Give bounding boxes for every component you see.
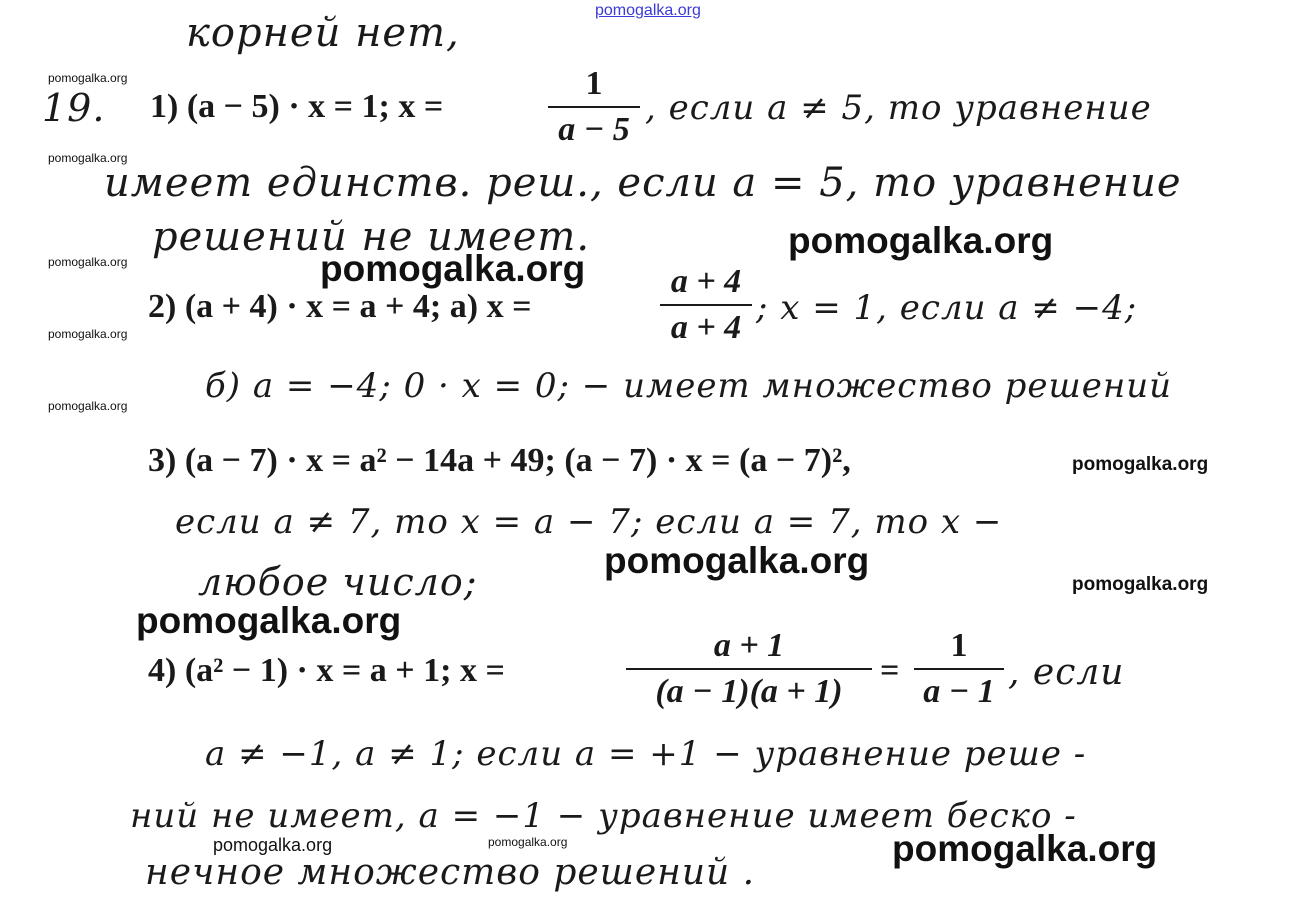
fraction-numerator: 1 [585,65,603,102]
fraction-denominator: a − 1 [923,673,995,710]
handwritten-line: нечное множество решений . [145,852,756,893]
fraction-bar [626,668,872,670]
equals-sign: = [880,652,900,689]
problem-4-equation: 4) (a² − 1) · x = a + 1; x = [148,652,505,689]
watermark-large: pomogalka.org [604,540,870,581]
watermark-large: pomogalka.org [788,220,1054,261]
fraction-p1 [548,64,640,150]
problem-2-equation: 2) (a + 4) · x = a + 4; а) x = [148,288,532,325]
watermark-top[interactable]: pomogalka.org [595,2,701,19]
watermark-medium: pomogalka.org [213,835,333,855]
watermark-large: pomogalka.org [892,828,1158,869]
fraction-numerator: a + 4 [670,263,742,300]
problem-2-condition: ; x = 1, если a ≠ −4; [756,288,1138,328]
fraction-denominator: a + 4 [670,309,742,346]
handwritten-line: любое число; [198,560,478,604]
fraction-p4-first [626,626,872,712]
watermark-small: pomogalka.org [48,399,128,413]
watermark-small: pomogalka.org [48,327,128,341]
watermark-medium: pomogalka.org [1072,454,1209,475]
handwritten-line: корней нет, [186,10,460,56]
fraction-bar [914,668,1004,670]
problem-1-condition: , если a ≠ 5, то уравнение [645,88,1152,128]
fraction-denominator: (a − 1)(a + 1) [655,673,843,710]
watermark-small: pomogalka.org [48,71,128,85]
handwritten-line: если a ≠ 7, то x = a − 7; если a = 7, то x − [175,502,1003,542]
watermark-small: pomogalka.org [488,835,568,849]
handwritten-line: имеет единств. реш., если a = 5, то уравнение [104,160,1182,206]
watermark-large: pomogalka.org [320,248,586,289]
handwritten-line: a ≠ −1, a ≠ 1; если a = +1 − уравнение реше - [205,734,1087,774]
watermark-medium: pomogalka.org [1072,574,1209,595]
fraction-bar [660,304,752,306]
fraction-p2 [660,262,752,348]
problem-2-case-b: б) a = −4; 0 · x = 0; − имеет множество решений [205,366,1173,406]
handwritten-line: решений не имеет. [152,214,591,260]
fraction-denominator: a − 5 [558,111,630,148]
fraction-numerator: 1 [950,627,968,664]
fraction-p4-second [914,626,1004,712]
watermark-large: pomogalka.org [136,600,402,641]
watermark-small: pomogalka.org [48,151,128,165]
handwritten-line: ний не имеет, a = −1 − уравнение имеет бескo - [130,796,1077,836]
problem-4-condition: , если [1008,652,1125,693]
problem-number: 19. [42,86,106,130]
problem-3-equation: 3) (a − 7) · x = a² − 14a + 49; (a − 7) · x = (a − 7)², [148,442,851,479]
watermark-small: pomogalka.org [48,255,128,269]
fraction-bar [548,106,640,108]
problem-1-equation: 1) (a − 5) · x = 1; x = [150,88,444,125]
fraction-numerator: a + 1 [713,627,785,664]
